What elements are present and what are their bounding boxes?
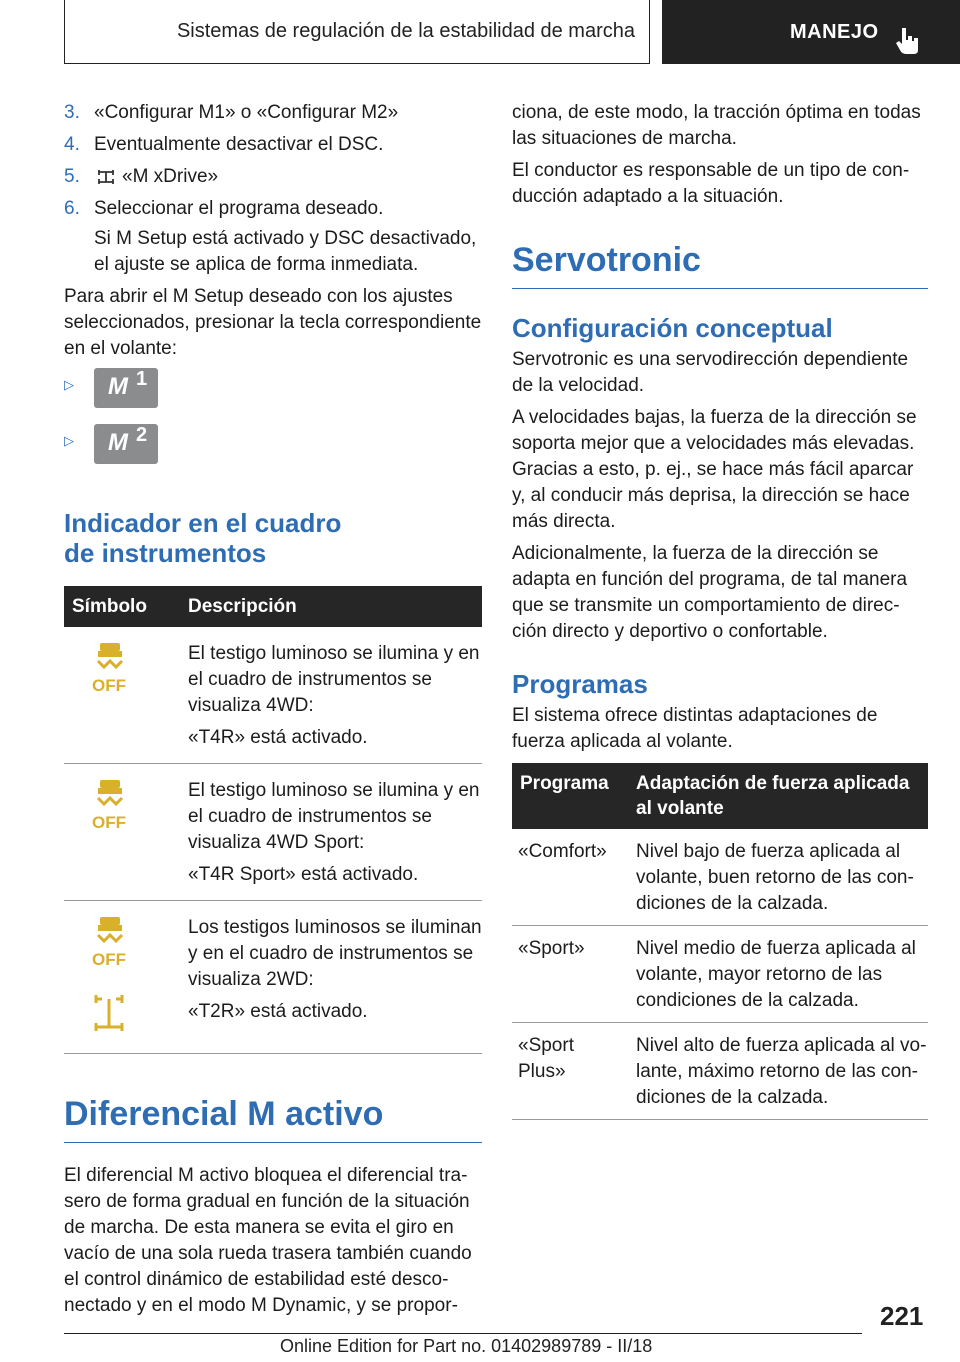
table-header-program: Programa [512,763,636,829]
step-text: «Configurar M1» o «Configurar M2» [94,102,399,123]
m-button-number: 1 [136,368,148,390]
list-item-m2 [64,424,482,480]
table-row [512,926,928,1023]
step-5 [64,164,482,190]
adaptation-cell: Nivel bajo de fuerza aplicada al volante, buen retorno de las condiciones de la calzada. [636,829,928,926]
m-button-label: M [108,373,128,400]
concept-heading: Configuración conceptual [512,313,833,343]
triangle-bullet-icon: ▷ [64,433,74,448]
servotronic-heading: Servotronic [512,240,928,289]
triangle-bullet-icon: ▷ [64,377,74,392]
table-row [512,829,928,926]
step-number: 4. [64,134,80,155]
row-desc: Los testigos luminosos se iluminan y en el cuadro de instrumentos se visualiza 2WD: [188,917,482,990]
symbol-cell [64,627,188,764]
step-3 [64,100,482,126]
m-button-number: 2 [136,424,148,446]
step-5-label: «M xDrive» [122,166,219,187]
table-header-adaptation: Adaptación de fuerza aplicada al volante [636,763,928,829]
step-text: Seleccionar el programa deseado. [94,198,384,219]
programs-paragraph: El sistema ofrece distintas adaptaciones de fuerza aplicada al volante. [512,705,878,752]
table-row [64,627,482,764]
edition-text: Online Edition for Part no. 01402989789 - II/18 [280,1336,653,1356]
m2-button[interactable] [94,424,158,464]
step-text [94,164,482,190]
symbol-table [64,586,482,1054]
table-header-description: Descripción [188,586,482,627]
indicator-heading-line-1: Indicador en el cuadro [64,508,342,538]
row-note: «T4R» está activado. [188,727,368,748]
program-cell: «Sport» [512,926,636,1023]
4wd-off-warning-icon [92,641,126,693]
adaptation-cell: Nivel alto de fuerza aplicada al volante, máximo retorno de las condiciones de la calzada. [636,1023,928,1120]
programs-heading: Programas [512,669,648,699]
page-number: 221 [880,1301,924,1331]
symbol-cell [64,901,188,1054]
right-column [512,100,928,1120]
table-row [512,1023,928,1120]
description-cell [188,901,482,1054]
step-number: 3. [64,102,80,123]
hand-pointer-icon [892,26,924,56]
indicator-heading-line-2: de instrumentos [64,538,267,568]
driver-paragraph: El conductor es responsable de un tipo de conducción adaptado a la situación. [512,160,910,207]
adaptation-cell: Nivel medio de fuerza aplicada al volante, mayor retorno de las condiciones de la calzada. [636,926,928,1023]
m-button-label: M [108,429,128,456]
differential-heading: Diferencial M activo [64,1094,482,1143]
left-column [64,100,482,1325]
table-row [64,764,482,901]
continuation-paragraph: ciona, de este modo, la tracción óptima en todas las situaciones de marcha. [512,102,921,149]
footer-divider [64,1333,862,1334]
m1-button[interactable] [94,368,158,408]
off-text: OFF [92,813,126,830]
symbol-cell [64,764,188,901]
row-desc: El testigo luminoso se ilumina y en el cuadro de instrumentos se visualiza 4WD Sport: [188,780,480,853]
4wd-sport-off-warning-icon [92,778,126,830]
table-row [64,901,482,1054]
4wd-off-warning-icon [92,915,126,967]
row-desc: El testigo luminoso se ilumina y en el cuadro de instrumentos se visualiza 4WD: [188,643,480,716]
step-number: 5. [64,166,80,187]
description-cell [188,627,482,764]
row-note: «T4R Sport» está activado. [188,864,419,885]
description-cell [188,764,482,901]
step-6 [64,196,482,222]
off-text: OFF [92,676,126,693]
list-item-m1 [64,368,482,424]
step-4 [64,132,482,158]
chapter-label: MANEJO [790,20,879,43]
program-cell: «Comfort» [512,829,636,926]
concept-paragraph-2: A velocidades bajas, la fuerza de la dirección se soporta mejor que a velocidades más elevadas. Gracias a esto, p. ej., se hace más fácil aparcar y, al conducir más deprisa, la dirección se hace más directa. [512,407,917,532]
2wd-warning-icon [92,993,126,1033]
off-text: OFF [92,950,126,967]
paragraph-open-setup: Para abrir el M Setup deseado con los ajustes seleccionados, presionar la tecla correspondiente en el volante: [64,286,482,359]
step-number: 6. [64,198,80,219]
concept-paragraph-3: Adicionalmente, la fuerza de la dirección se adapta en función del programa, de tal manera que se transmite un comportamiento de dirección directo y deportivo o confortable. [512,543,908,642]
table-header-symbol: Símbolo [64,586,188,627]
step-6-note: Si M Setup está activado y DSC desactivado, el ajuste se aplica de forma inmediata. [94,228,477,275]
programs-table [512,763,928,1120]
section-title: Sistemas de regulación de la estabilidad de marcha [176,20,635,42]
row-note: «T2R» está activado. [188,1001,368,1022]
header-section-box [64,0,650,64]
step-text: Eventualmente desactivar el DSC. [94,134,384,155]
indicator-heading [64,508,482,568]
concept-paragraph-1: Servotronic es una servodirección dependiente de la velocidad. [512,349,909,396]
differential-paragraph: El diferencial M activo bloquea el diferencial trasero de forma gradual en función de la situación de marcha. De esta manera se evita el giro en vacío de una sola rueda trasera también cuando el control dinámico de estabilidad esté desconectado y en el modo M Dynamic, y se propor- [64,1165,472,1316]
program-cell: «Sport Plus» [512,1023,636,1120]
drivetrain-icon [96,167,116,187]
